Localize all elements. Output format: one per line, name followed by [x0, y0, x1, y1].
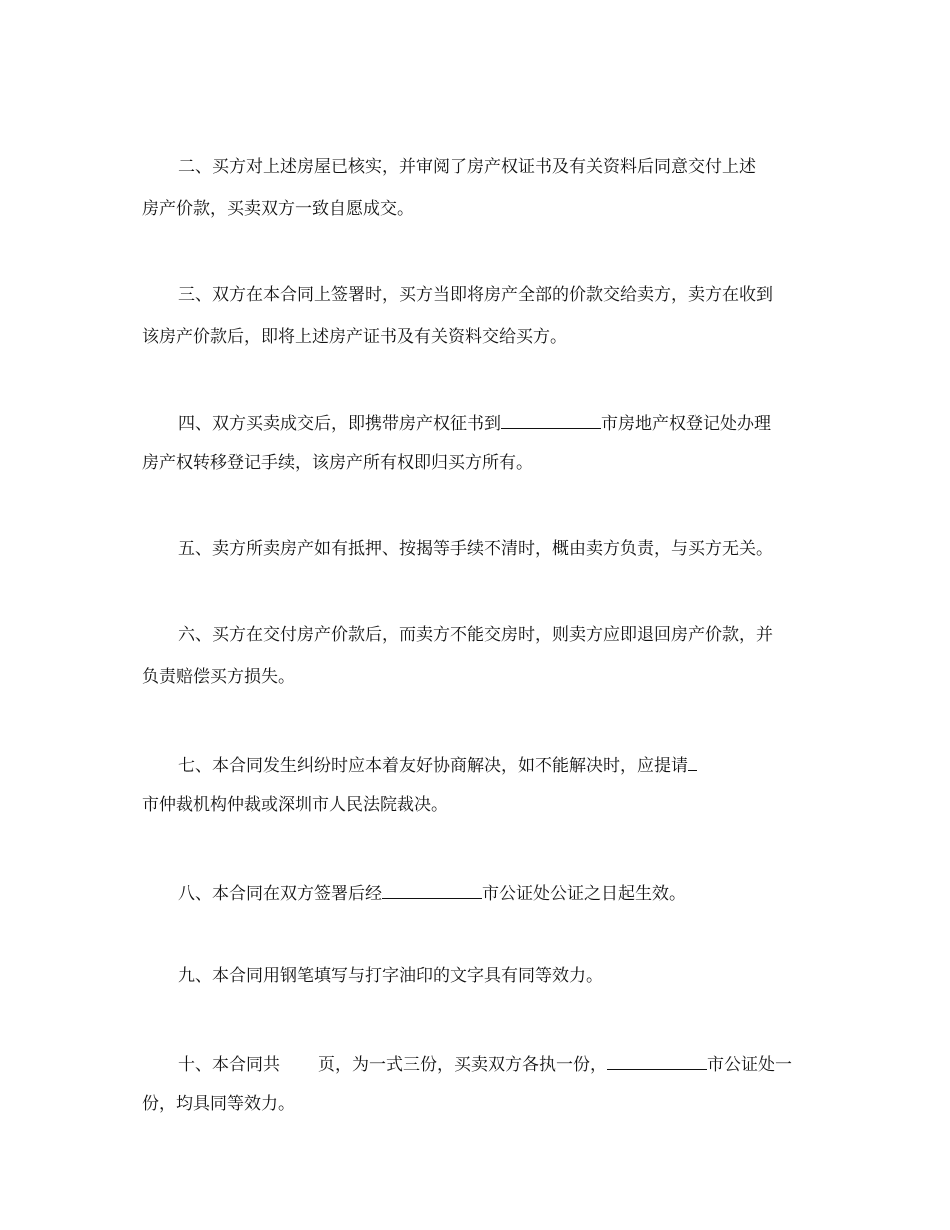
clause-9-line-1: 九、本合同用钢笔填写与打字油印的文字具有同等效力。: [178, 966, 603, 986]
clause-7-line-1: [142, 753, 832, 776]
clause-8-line-1: [142, 881, 832, 904]
clause-4-line-1: [142, 411, 832, 434]
notary-city-blank-field[interactable]: [382, 881, 482, 899]
clause-9: [142, 966, 832, 986]
clause-10-text-b: 页，为一式三份，买卖双方各执一份，: [318, 1055, 607, 1075]
clause-3: [142, 285, 832, 347]
clause-10-line-1: [142, 1052, 832, 1075]
clause-8: [142, 881, 832, 904]
clause-10-text-c: 市公证处一: [707, 1055, 792, 1075]
clause-4: [142, 411, 832, 473]
clause-8-text-a: 八、本合同在双方签署后经: [178, 884, 382, 904]
clause-4-text-a: 四、双方买卖成交后，即携带房产权征书到: [178, 414, 501, 434]
copy-city-blank-field[interactable]: [607, 1052, 707, 1070]
clause-6-line-2: 负责赔偿买方损失。: [142, 667, 295, 687]
clause-6-line-1: 六、买方在交付房产价款后，而卖方不能交房时，则卖方应即退回房产价款，并: [178, 625, 773, 645]
clause-10-text-a: 十、本合同共: [178, 1055, 280, 1075]
clause-3-line-1: 三、双方在本合同上签署时，买方当即将房产全部的价款交给卖方，卖方在收到: [178, 285, 773, 305]
clause-5: [142, 539, 832, 559]
clause-10-line-2: 份，均具同等效力。: [142, 1094, 295, 1114]
clause-10: [142, 1052, 832, 1114]
clause-7: [142, 753, 832, 815]
clause-4-text-b: 市房地产权登记处办理: [601, 414, 771, 434]
arbitration-city-blank-field[interactable]: [688, 753, 697, 771]
clause-3-line-2: 该房产价款后，即将上述房产证书及有关资料交给买方。: [142, 327, 567, 347]
clause-5-line-1: 五、卖方所卖房产如有抵押、按揭等手续不清时，概由卖方负责，与买方无关。: [178, 539, 773, 559]
clause-7-text-a: 七、本合同发生纠纷时应本着友好协商解决，如不能解决时，应提请: [178, 756, 688, 776]
clause-2-line-2: 房产价款，买卖双方一致自愿成交。: [142, 199, 414, 219]
clause-8-text-b: 市公证处公证之日起生效。: [482, 884, 686, 904]
clause-6: [142, 625, 832, 687]
clause-2-line-1: 二、买方对上述房屋已核实，并审阅了房产权证书及有关资料后同意交付上述: [178, 157, 756, 177]
city-blank-field[interactable]: [501, 411, 601, 429]
clause-2: [142, 157, 832, 219]
clause-7-line-2: 市仲裁机构仲裁或深圳市人民法院裁决。: [142, 795, 448, 815]
clause-4-line-2: 房产权转移登记手续，该房产所有权即归买方所有。: [142, 453, 533, 473]
